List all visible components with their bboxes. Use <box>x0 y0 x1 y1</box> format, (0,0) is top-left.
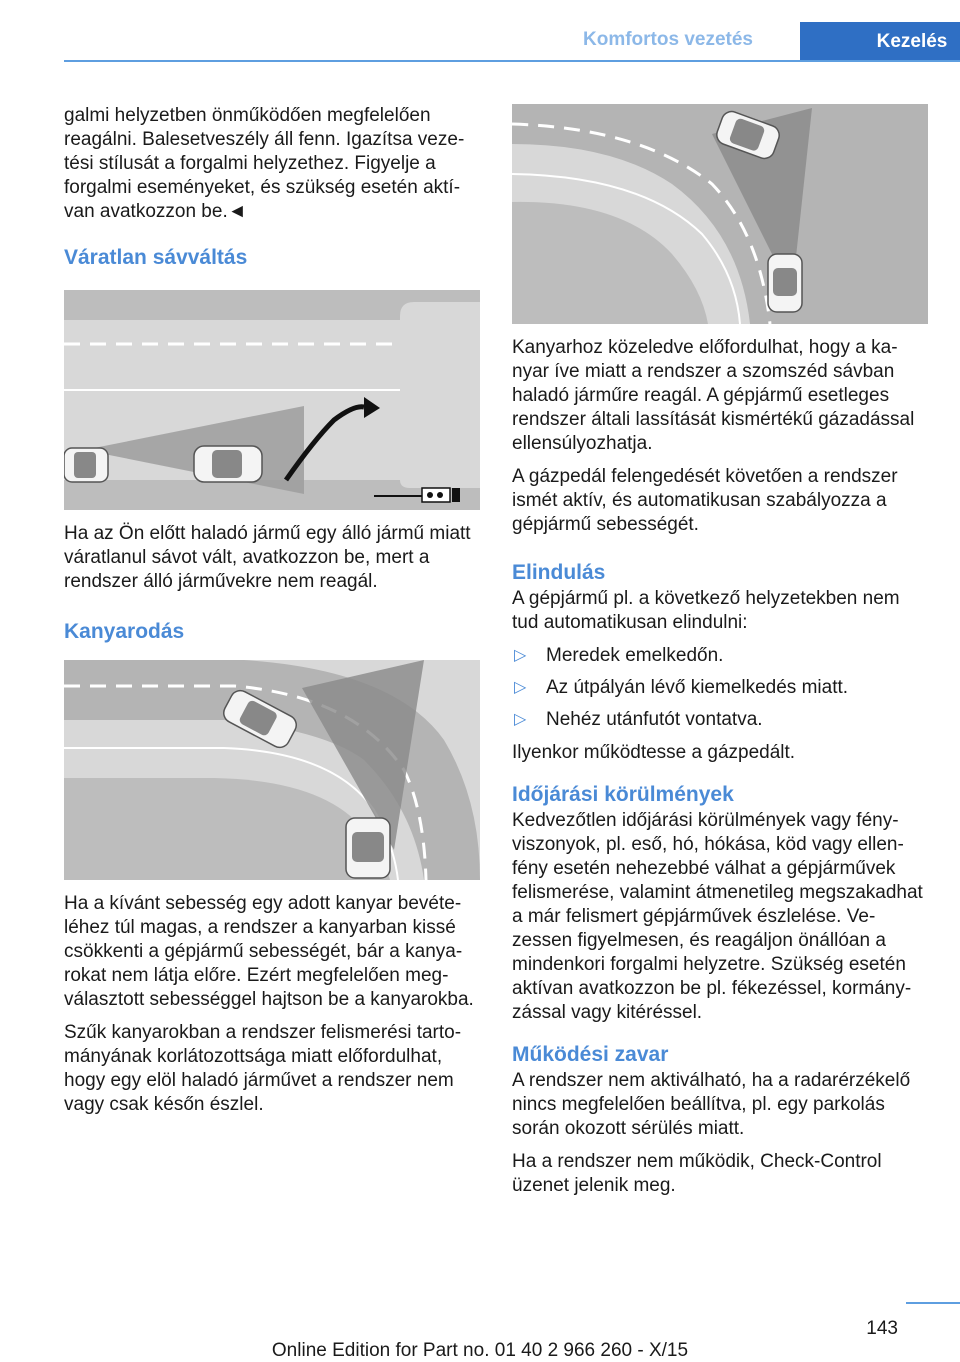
triangle-bullet-icon: ▷ <box>514 711 527 728</box>
bend-paragraph-1: Kanyarhoz közeledve előfordulhat, hogy a kanyar íve miatt a rendszer a szomszéd sávban haladó járműre reagál. A gépjármű esetleges rendszer általi lassítását kismértékű gázadással ellensúlyozhatja. <box>512 337 915 454</box>
starting-bullet-list <box>512 644 928 732</box>
list-item: ▷ Meredek emelkedőn. <box>514 645 724 666</box>
header-rule <box>64 60 960 62</box>
car-own-icon <box>768 254 802 312</box>
weather-paragraph: Kedvezőtlen időjárási körülmények vagy fényviszonyok, pl. eső, hó, hókása, köd vagy ellenfény esetén nehezebbé válhat a gépjárművek felismerése, valamint átmenetileg megszakadhat a már felismert gépjárművek észlelése. Vezessen figyelmesen, és reagáljon önállóan a mindenkori forgalmi helyzetre. Szükség esetén aktívan avatkozzon be pl. fékezéssel, kormányzással vagy kitéréssel. <box>512 810 923 1023</box>
malfunction-paragraph-2: Ha a rendszer nem működik, Check-Control üzenet jelenik meg. <box>512 1151 882 1196</box>
lane-change-paragraph: Ha az Ön előtt haladó jármű egy álló jármű miatt váratlanul sávot vált, avatkozzon be, mert a rendszer álló járművekre nem reagál. <box>64 523 471 592</box>
page-number: 143 <box>866 1318 898 1339</box>
right-column <box>512 104 928 1207</box>
malfunction-paragraph-1: A rendszer nem aktiválható, ha a radarérzékelő nincs megfelelően beállítva, pl. egy parkolás során okozott sérülés miatt. <box>512 1070 911 1139</box>
cornering-illustration <box>64 660 480 880</box>
heading-lane-change: Váratlan sávváltás <box>64 246 248 269</box>
cornering-paragraph-2: Szűk kanyarokban a rendszer felismerési tartományának korlátozottsága miatt előfordulhat, hogy egy elöl haladó járművet a rendszer nem vagy csak későn észlel. <box>64 1022 462 1115</box>
heading-malfunction: Működési zavar <box>512 1043 669 1066</box>
car-front-icon <box>194 446 262 482</box>
cornering-paragraph-1: Ha a kívánt sebesség egy adott kanyar bevételéhez túl magas, a rendszer a kanyarban kissé csökkenti a gépjármű sebességét, bár a kanyarokat nem látja előre. Ezért megfelelően megválasztott sebességgel hajtson be a kanyarokba. <box>64 893 474 1010</box>
footer-edition: Online Edition for Part no. 01 40 2 966 260 - X/15 <box>271 1340 689 1361</box>
car-following-icon <box>346 818 390 878</box>
bend-illustration <box>512 104 928 324</box>
chapter-tab: Kezelés <box>800 22 960 62</box>
page-header <box>64 22 960 62</box>
heading-starting: Elindulás <box>512 561 606 584</box>
footer-rule <box>906 1302 960 1304</box>
left-column <box>64 104 480 1126</box>
list-item: ▷ Nehéz utánfutót vontatva. <box>514 709 763 730</box>
car-parked-icon <box>64 448 108 482</box>
heading-weather: Időjárási körülmények <box>512 783 734 806</box>
after-bullets-paragraph: Ilyenkor működtesse a gázpedált. <box>512 742 796 763</box>
list-item: ▷ Az útpályán lévő kiemelkedés miatt. <box>514 677 849 698</box>
bend-paragraph-2: A gázpedál felengedését követően a rendszer ismét aktív, és automatikusan szabályozza a gépjármű sebességét. <box>512 466 898 535</box>
triangle-bullet-icon: ▷ <box>514 679 527 696</box>
lane-change-illustration <box>64 290 480 510</box>
section-title: Komfortos vezetés <box>583 29 753 50</box>
triangle-bullet-icon: ▷ <box>514 647 527 664</box>
heading-cornering: Kanyarodás <box>64 620 185 643</box>
intro-paragraph: galmi helyzetben önműködően megfelelően reagálni. Balesetveszély áll fenn. Igazítsa vezetési stílusát a forgalmi helyzethez. Figyelje a forgalmi eseményeket, és szükség esetén aktívan avatkozzon be.◄ <box>64 105 465 222</box>
starting-paragraph: A gépjármű pl. a következő helyzetekben nem tud automatikusan elindulni: <box>512 588 900 633</box>
